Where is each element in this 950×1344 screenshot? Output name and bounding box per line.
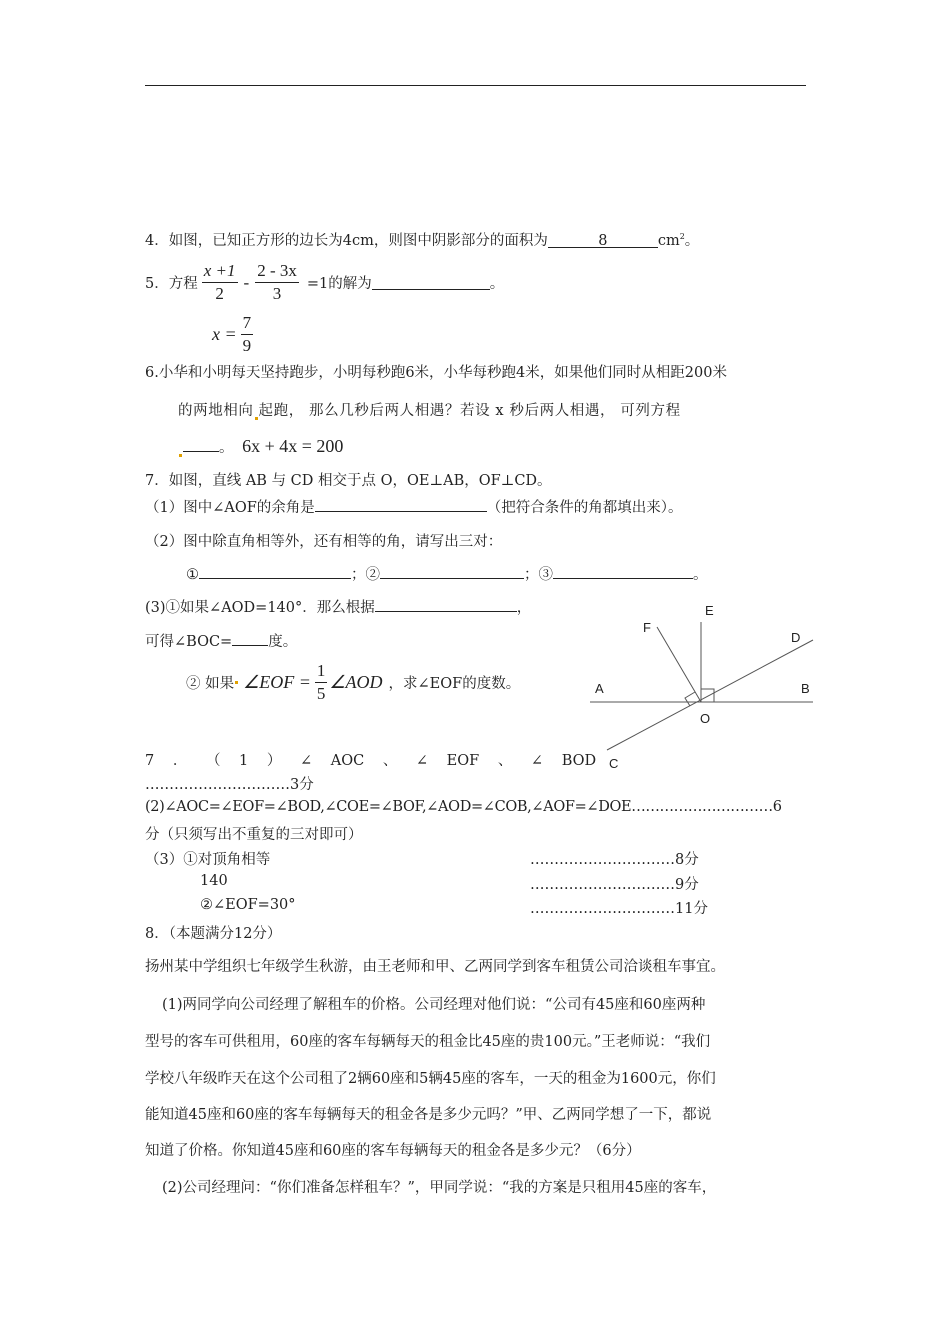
question-8-line-1: (1)两同学向公司经理了解租车的价格。公司经理对他们说：“公司有45座和60座两种 <box>162 997 706 1013</box>
q7-p3c-end: ，求∠EOF的度数。 <box>388 676 521 692</box>
q4-answer: 8 <box>598 233 608 249</box>
question-4 <box>145 229 699 250</box>
q4-answer-blank <box>548 233 658 248</box>
q6-line2-a: 的两地相向 <box>178 403 254 419</box>
q7-p3a-end: ， <box>516 600 532 616</box>
label-c: C <box>609 756 619 771</box>
right-angle-e <box>701 689 714 702</box>
q5-answer-den: 9 <box>242 336 252 355</box>
question-7-part-3c <box>186 660 520 705</box>
q6-answer: 6x + 4x = 200 <box>242 436 344 456</box>
answer-7-r3-a: ②∠EOF=30° <box>200 897 296 913</box>
ray-of <box>657 627 701 702</box>
answer-7-line-3: (2)∠AOC=∠EOF=∠BOD,∠COE=∠BOF,∠AOD=∠COB,∠AOF=∠DOE…………………………6 <box>145 799 782 815</box>
q5-eq: =1的解为 <box>306 276 372 292</box>
label-b: B <box>801 681 810 696</box>
question-7-part-2: （2）图中除直角相等外，还有相等的角，请写出三对： <box>145 534 503 550</box>
q7-p3c-fraction <box>315 660 328 705</box>
q7-p3b-blank <box>232 631 268 646</box>
question-6-line-1: 6.小华和小明每天坚持跑步，小明每秒跑6米，小华每秒跑4米，如果他们同时从相距200米 <box>145 365 727 381</box>
question-8-line-4: 能知道45座和60座的客车每辆每天的租金各是多少元吗？”甲、乙两同学想了一下，都说 <box>145 1107 712 1123</box>
answer-7-r2-a: 140 <box>200 873 228 889</box>
q6-line2-b: 起跑， 那么几秒后两人相遇？若设 x 秒后两人相遇， 可列方程 <box>258 403 681 419</box>
answer-7-line-2: …………………………3分 <box>145 777 314 793</box>
q5-fraction-1 <box>202 260 238 305</box>
question-7-line-1: 7．如图，直线 AB 与 CD 相交于点 O，OE⊥AB，OF⊥CD。 <box>145 473 552 489</box>
answer-7-r3-b: …………………………11分 <box>530 901 708 917</box>
label-d: D <box>791 630 801 645</box>
label-a: A <box>595 681 604 696</box>
header-rule <box>145 85 806 86</box>
q7-p3b-end: 度。 <box>268 634 298 650</box>
q7-p3c-lhs: ∠EOF = <box>243 672 311 692</box>
q4-end: 。 <box>684 233 700 249</box>
q7-p1-b: （把符合条件的角都填出来）。 <box>486 500 683 516</box>
q7-p3b: 可得∠BOC= <box>145 634 233 650</box>
question-8-line-2: 型号的客车可供租用，60座的客车每辆每天的租金比45座的贵100元。”王老师说：“我们 <box>145 1034 711 1050</box>
q7-p3c-den: 5 <box>316 684 326 703</box>
q5-label: 5．方程 <box>145 276 198 292</box>
label-o: O <box>700 711 711 726</box>
question-7-part-2-blanks <box>186 563 708 584</box>
q7-c2: ；② <box>351 567 380 583</box>
q7-p3c-a: ② 如果 <box>186 676 235 692</box>
question-8-line-3: 学校八年级昨天在这个公司租了2辆60座和5辆45座的客车，一天的租金为1600元，你们 <box>145 1071 716 1087</box>
q5-f2-num: 2 - 3x <box>255 260 299 283</box>
answer-7-r1-a: （3）①对顶角相等 <box>145 852 271 868</box>
question-7-part-1 <box>145 496 683 517</box>
question-6-line-2 <box>178 399 681 420</box>
q5-answer-x: x = <box>212 324 237 344</box>
q5-answer-blank <box>372 275 490 290</box>
q6-line3-end: 。 <box>219 440 234 456</box>
answer-7-r2-b: …………………………9分 <box>530 877 699 893</box>
q7-p1-blank <box>315 497 487 512</box>
q5-end: 。 <box>489 276 505 292</box>
question-8-line-6: (2)公司经理问：“你们准备怎样租车？”，甲同学说：“我的方案是只租用45座的客车， <box>162 1180 717 1196</box>
dot-mark <box>235 681 238 684</box>
question-7-part-3b <box>145 630 297 651</box>
question-8-title: 8．（本题满分12分） <box>145 926 282 942</box>
q7-blank-1 <box>199 564 351 579</box>
label-e: E <box>705 603 714 618</box>
q5-f1-num: x +1 <box>202 260 238 283</box>
q5-answer-num: 7 <box>241 312 254 335</box>
q5-f1-den: 2 <box>215 284 224 303</box>
q7-p3c-rhs: ∠AOD <box>329 672 383 692</box>
question-8-line-5: 知道了价格。你知道45座和60座的客车每辆每天的租金各是多少元？（6分） <box>145 1143 641 1159</box>
q7-blank-3 <box>553 564 693 579</box>
q5-answer-fraction <box>241 312 254 357</box>
q4-text: 4．如图，已知正方形的边长为4cm，则图中阴影部分的面积为 <box>145 233 548 249</box>
geometry-figure <box>585 598 820 773</box>
q7-c1: ① <box>186 567 199 583</box>
q5-answer <box>212 312 253 357</box>
q7-blank-2 <box>380 564 524 579</box>
q7-c3: ；③ <box>524 567 553 583</box>
q4-unit: cm <box>657 233 680 249</box>
q7-p3a-blank <box>375 597 517 612</box>
q5-minus: - <box>243 272 250 292</box>
dot-mark <box>255 417 258 420</box>
question-6-line-3 <box>178 436 343 457</box>
q5-fraction-2 <box>255 260 299 305</box>
answer-7-line-4: 分（只须写出不重复的三对即可） <box>145 827 363 843</box>
answer-7-line-1: 7 ． （ 1 ） ∠ AOC 、 ∠ EOF 、 ∠ BOD <box>145 753 597 769</box>
q5-f2-den: 3 <box>272 284 282 303</box>
q4-unit-sup: 2 <box>679 232 685 242</box>
label-f: F <box>643 620 651 635</box>
question-5 <box>145 260 504 305</box>
q7-p3c-num: 1 <box>315 660 328 683</box>
q6-answer-blank <box>183 437 219 452</box>
question-8-intro: 扬州某中学组织七年级学生秋游，由王老师和甲、乙两同学到客车租赁公司洽谈租车事宜。 <box>145 959 725 975</box>
line-cd <box>607 640 813 750</box>
q7-c-end: 。 <box>693 567 708 583</box>
dot-mark <box>179 454 182 457</box>
q7-p3a: (3)①如果∠AOD=140°．那么根据 <box>145 600 375 616</box>
q7-p1-a: （1）图中∠AOF的余角是 <box>145 500 315 516</box>
answer-7-r1-b: …………………………8分 <box>530 852 699 868</box>
question-7-part-3a <box>145 596 531 617</box>
